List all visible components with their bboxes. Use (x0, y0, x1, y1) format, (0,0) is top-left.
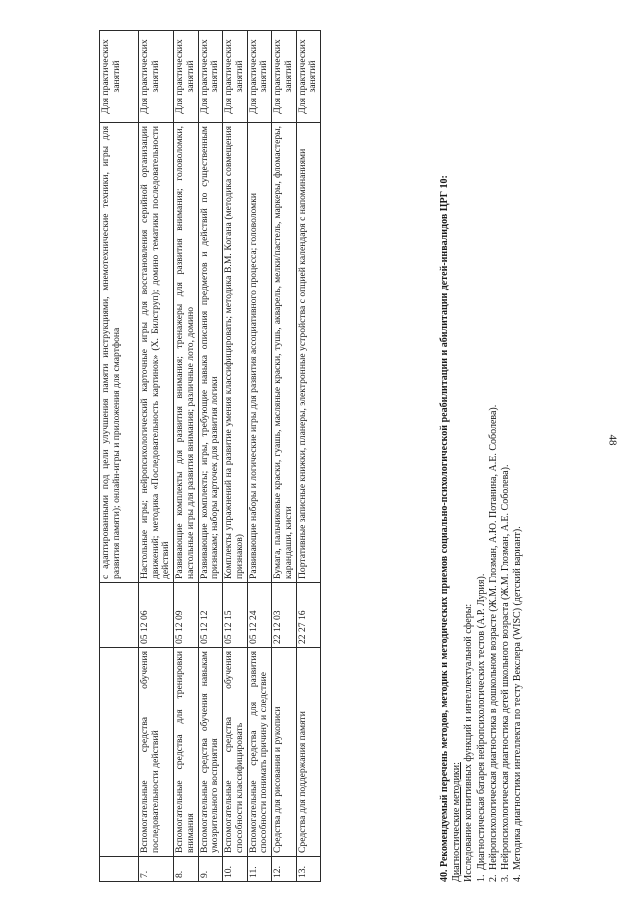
table-cell-name: Вспомогательные средства обучения последовательности действий (139, 648, 174, 857)
table-cell-num (100, 857, 139, 882)
table-cell-name: Средства для поддержания памяти (296, 648, 320, 857)
table-cell-code: 05 12 15 (223, 583, 247, 648)
list-item-text: Диагностическая батарея нейропсихологических тестов (А.Р. Лурия). (475, 573, 487, 870)
table-cell-num: 8. (174, 857, 198, 882)
table-cell-desc: Развивающие комплекты; игры, требующие навыка описания предметов и действий по существенным признакам; наборы карточек для развития логики (198, 123, 222, 583)
table-cell-desc: с адаптированными под цели улучшения памяти инструкциями, мнемотехнические техники, игры для развития памяти); онлайн-игры и приложения для смартфона (100, 123, 139, 583)
section-heading: 40. Рекомендуемый перечень методов, методик и методических приемов социально-психологической реабилитации и абилитации детей-инвалидов ЦРГ 10: (439, 175, 450, 882)
list-item-number: 3. (499, 874, 511, 882)
list-item-text: Методика диагностики интеллекта по тесту Векслера (WISC) (детский вариант). (512, 526, 524, 870)
section-40 (439, 30, 524, 882)
table-cell-purpose: Для практических занятий (198, 31, 222, 123)
table-cell-purpose: Для практических занятий (174, 31, 198, 123)
table-row (139, 31, 174, 882)
table-row (198, 31, 222, 882)
section-subheading: Диагностические методики: (451, 762, 463, 882)
table-cell-num: 11. (247, 857, 271, 882)
table-row (223, 31, 247, 882)
table-cell-code (100, 583, 139, 648)
equipment-table (99, 30, 321, 882)
table-cell-purpose: Для практических занятий (272, 31, 296, 123)
list-item-number: 2. (487, 874, 499, 882)
table-row (272, 31, 296, 882)
table-cell-num: 7. (139, 857, 174, 882)
table-cell-code: 05 12 24 (247, 583, 271, 648)
table-cell-name: Вспомогательные средства обучения способности классифицировать (223, 648, 247, 857)
page-number: 48 (606, 434, 619, 446)
table-cell-code: 22 12 03 (272, 583, 296, 648)
table-cell-purpose: Для практических занятий (139, 31, 174, 123)
table-cell-name (100, 648, 139, 857)
table-cell-code: 05 12 06 (139, 583, 174, 648)
table-cell-num: 13. (296, 857, 320, 882)
table-row (174, 31, 198, 882)
list-item-text: Нейропсихологическая диагностика в дошкольном возрасте (Ж.М. Глозман, А.Ю. Потанина, А.Е. Соболева). (487, 404, 499, 870)
list-item (488, 30, 500, 882)
list-item-number: 4. (512, 874, 524, 882)
table-cell-desc: Комплекты упражнений на развитие умения классифицировать; методика В.М. Когана (методика совмещения признаков) (223, 123, 247, 583)
table-cell-name: Вспомогательные средства обучения навыкам умозрительного восприятия (198, 648, 222, 857)
section-intro: Исследование когнитивных функций и интеллектуальной сферы: (463, 603, 475, 882)
table-cell-purpose: Для практических занятий (296, 31, 320, 123)
list-item (476, 30, 488, 882)
table-cell-desc: Развивающие комплекты для развития внимания; тренажеры для развития внимания; головоломки, настольные игры для развития внимания; различные лото, домино (174, 123, 198, 583)
table-body (100, 31, 321, 882)
table-cell-name: Вспомогательные средства для тренировки внимания (174, 648, 198, 857)
table-cell-num: 9. (198, 857, 222, 882)
list-item-number: 1. (475, 874, 487, 882)
table-row (247, 31, 271, 882)
table-cell-name: Средства для рисования и рукописи (272, 648, 296, 857)
list-item-text: Нейропсихологическая диагностика детей школьного возраста (Ж.М. Глозман, А.Е. Соболева). (499, 464, 511, 870)
table-cell-purpose: Для практических занятий (100, 31, 139, 123)
list-item (500, 30, 512, 882)
table-cell-desc: Портативные записные книжки, планеры, электронные устройства с опцией календаря с напоминаниями (296, 123, 320, 583)
table-row (296, 31, 320, 882)
table-cell-num: 10. (223, 857, 247, 882)
table-cell-code: 05 12 12 (198, 583, 222, 648)
table-cell-purpose: Для практических занятий (223, 31, 247, 123)
table-cell-name: Вспомогательные средства для развития способности понимать причину и следствие (247, 648, 271, 857)
table-row-continued (100, 31, 139, 882)
table-cell-code: 22 27 16 (296, 583, 320, 648)
list-item (512, 30, 524, 882)
table-cell-purpose: Для практических занятий (247, 31, 271, 123)
table-cell-desc: Настольные игры; нейропсихологический карточные игры для восстановления серийной организации движений; методика «Последовательность картинок» (Х. Билструп); домино тематики последовательности действий (139, 123, 174, 583)
table-cell-desc: Развивающие наборы и логические игры для развития ассоциативного процесса; головоломки (247, 123, 271, 583)
table-cell-code: 05 12 09 (174, 583, 198, 648)
table-cell-num: 12. (272, 857, 296, 882)
table-cell-desc: Бумага, пальчиковые краски, гуашь, масляные краски, тушь, акварель, мелки/пастель, маркеры, фломастеры, карандаши, кисти (272, 123, 296, 583)
